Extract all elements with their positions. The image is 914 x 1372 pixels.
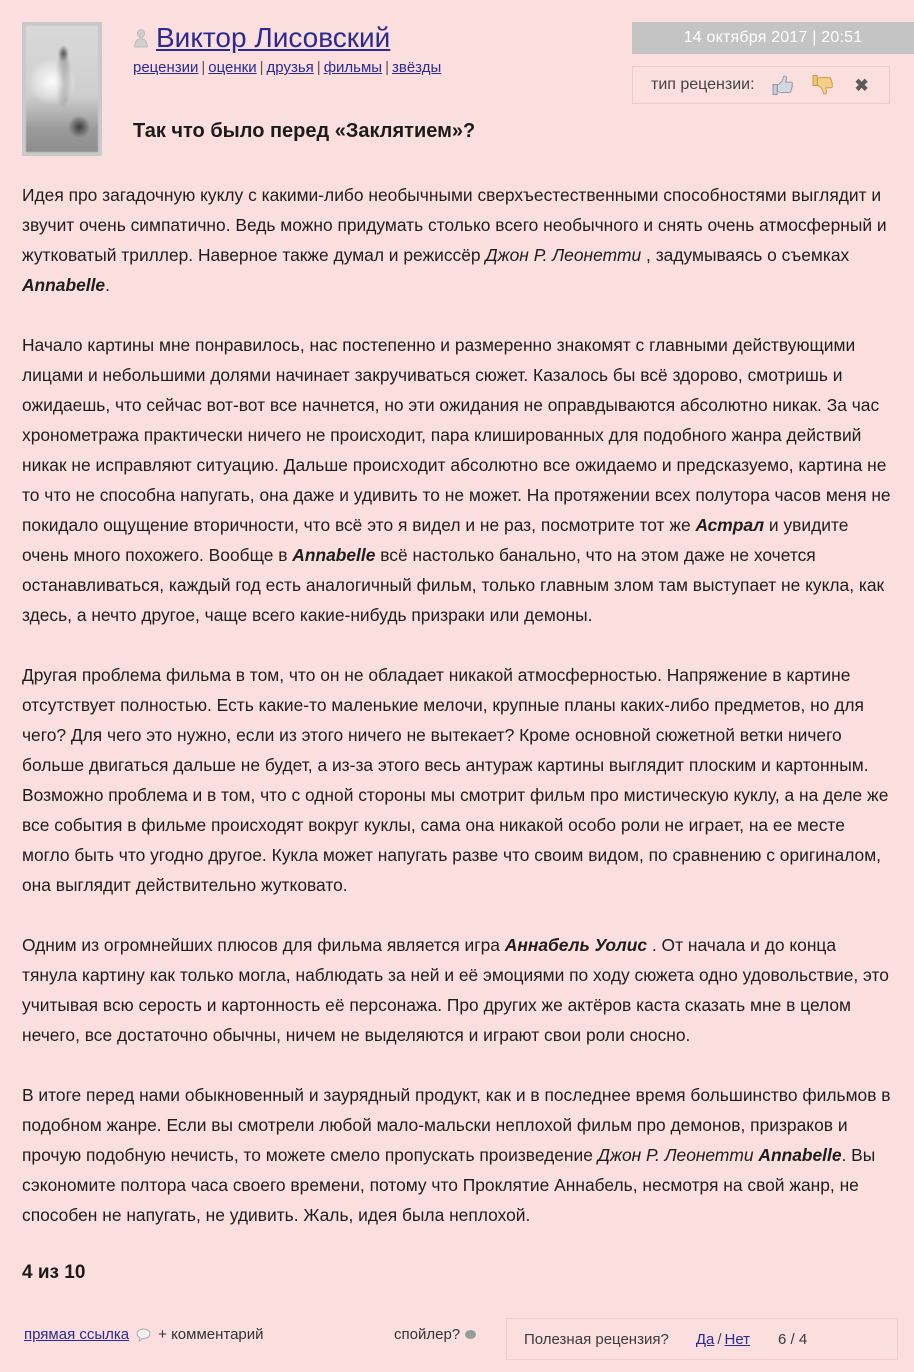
paragraph-4 <box>22 930 894 1050</box>
review-score: 4 из 10 <box>22 1262 86 1283</box>
p5-film-title: Annabelle <box>758 1145 842 1165</box>
p2-text: Начало картины мне понравилось, нас постепенно и размеренно знакомят с главными действующими лицами и небольшими долями начинает закручиваться сюжет. Казалось бы всё здорово, смотришь и ожидаешь, что сейчас вот-вот все начнется, но эти ожидания не оправдываются абсолютно никак. За час хронометража практически ничего не происходит, пара клишированных для подобного жанра действий никак не исправляют ситуацию. Дальше происходит абсолютно все ожидаемо и предсказуемо, картина не то что не способна напугать, она даже и удивить то не может. На протяжении всех полутора часов меня не покидало ощущение вторичности, что всё это я видел и не раз, посмотрите тот же <box>22 335 891 535</box>
footer-left-group <box>24 1326 264 1343</box>
p4-end: . От начала и до конца тянула картину как только могла, наблюдать за ней и её эмоциями по ходу сюжета одно удовольствие, это учитывая всю серость и картонность её персонажа. Про других же актёров каста сказать мне в целом нечего, все достаточно обычны, ничем не выделяются и играют свои роли сносно. <box>22 935 889 1045</box>
review-title: Так что было перед «Заклятием»? <box>133 120 476 142</box>
nav-link-ratings[interactable]: оценки <box>208 59 257 76</box>
p1-film-title: Annabelle <box>22 275 106 295</box>
p2-film-annabelle: Annabelle <box>292 545 376 565</box>
nav-separator-4: | <box>385 59 389 76</box>
p2-film-astral: Астрал <box>695 515 765 535</box>
p5-text: В итоге перед нами обыкновенный и заурядный продукт, как и в последнее время большинство фильмов в подобном жанре. Если вы смотрели любой мало-мальски неплохой фильм про демонов, призраков и прочую подобную нечисть, то можете смело пропускать произведение <box>22 1085 891 1165</box>
useful-vote-group <box>696 1331 750 1348</box>
p4-actress: Аннабель Уолис <box>504 935 648 955</box>
spoiler-label: спойлер? <box>394 1326 461 1343</box>
user-name-link[interactable]: Виктор Лисовский <box>156 22 391 53</box>
add-comment-link[interactable]: + комментарий <box>158 1326 264 1343</box>
useful-vote-counts: 6 / 4 <box>778 1330 808 1348</box>
nav-link-films[interactable]: фильмы <box>323 59 383 76</box>
nav-separator-3: | <box>316 59 321 76</box>
user-icon <box>133 28 149 48</box>
avatar-photo <box>26 26 98 152</box>
avatar[interactable] <box>22 22 102 156</box>
nav-separator-2: | <box>259 59 264 76</box>
review-type-label: тип рецензии: <box>651 76 755 93</box>
vote-no-link[interactable]: Нет <box>724 1330 751 1348</box>
useful-review-box <box>506 1318 898 1360</box>
user-block <box>133 24 441 76</box>
thumbs-up-icon[interactable] <box>771 74 795 96</box>
spoiler-group[interactable] <box>394 1326 476 1343</box>
review-header <box>0 0 914 172</box>
p5-end: . Вы сэкономите полтора часа своего времени, потому что Проклятие Аннабель, несмотря на свой жанр, не способен не напугать, не удивить. Жаль, идея была неплохой. <box>22 1145 876 1225</box>
review-date-badge: 14 октября 2017 | 20:51 <box>632 22 914 54</box>
review-type-bar <box>632 66 890 104</box>
comment-bubble-icon[interactable] <box>136 1328 151 1342</box>
thumbs-down-icon[interactable] <box>811 74 835 96</box>
user-nav-links <box>133 59 441 76</box>
user-name-row <box>133 24 441 52</box>
p2-mid: и увидите очень много похожего. Вообще в <box>22 515 849 565</box>
paragraph-5 <box>22 1080 894 1230</box>
paragraph-1 <box>22 180 894 300</box>
paragraph-3: Другая проблема фильма в том, что он не обладает никакой атмосферностью. Напряжение в картине отсутствует полностью. Есть какие-то маленькие мелочи, крупные планы каких-либо предметов, но для чего? Для чего это нужно, если из этого ничего не вытекает? Кроме основной сюжетной ветки ничего больше двигаться дальше не будет, а из-за этого весь антураж картины выглядит плоским и картонным. Возможно проблема и в том, что с одной стороны мы смотрит фильм про мистическую куклу, а на деле же все события в фильме происходят вокруг куклы, сама она никакой особо роли не играет, на ее месте могло быть что угодно другое. Кукла может напугать разве что своим видом, по сравнению с оригиналом, она выглядит действительно жутковато. <box>22 665 889 895</box>
nav-link-stars[interactable]: звёзды <box>391 59 442 76</box>
p1-text: Идея про загадочную куклу с какими-либо необычными сверхъестественными способностями выглядит и звучит очень симпатично. Ведь можно придумать столько всего необычного и снять очень атмосферный и жутковатый триллер. Наверное также думал и режиссёр <box>22 185 887 265</box>
p5-director: Джон Р. Леонетти <box>597 1145 754 1165</box>
p1-end: . <box>105 275 110 295</box>
permalink-link[interactable]: прямая ссылка <box>24 1326 130 1343</box>
p4-text: Одним из огромнейших плюсов для фильма является игра <box>22 935 505 955</box>
useful-question: Полезная рецензия? <box>524 1330 669 1348</box>
spoiler-toggle-icon[interactable] <box>465 1330 476 1339</box>
paragraph-2 <box>22 330 894 630</box>
nav-link-reviews[interactable]: рецензии <box>133 59 199 76</box>
vote-separator: / <box>717 1330 722 1348</box>
nav-link-friends[interactable]: друзья <box>266 59 314 76</box>
nav-separator-1: | <box>201 59 206 76</box>
vote-yes-link[interactable]: Да <box>695 1330 715 1348</box>
p1-director: Джон Р. Леонетти <box>485 245 642 265</box>
p2-end: всё настолько банально, что на этом даже не хочется останавливаться, каждый год есть аналогичный фильм, только главным злом там выступает не кукла, как здесь, а нечто другое, чаще всего какие-нибудь призраки или демоны. <box>22 545 885 625</box>
review-footer <box>0 1322 914 1360</box>
close-icon[interactable]: ✖ <box>854 75 869 95</box>
p1-mid: , задумываясь о съемках <box>641 245 850 265</box>
review-body <box>22 180 894 1230</box>
